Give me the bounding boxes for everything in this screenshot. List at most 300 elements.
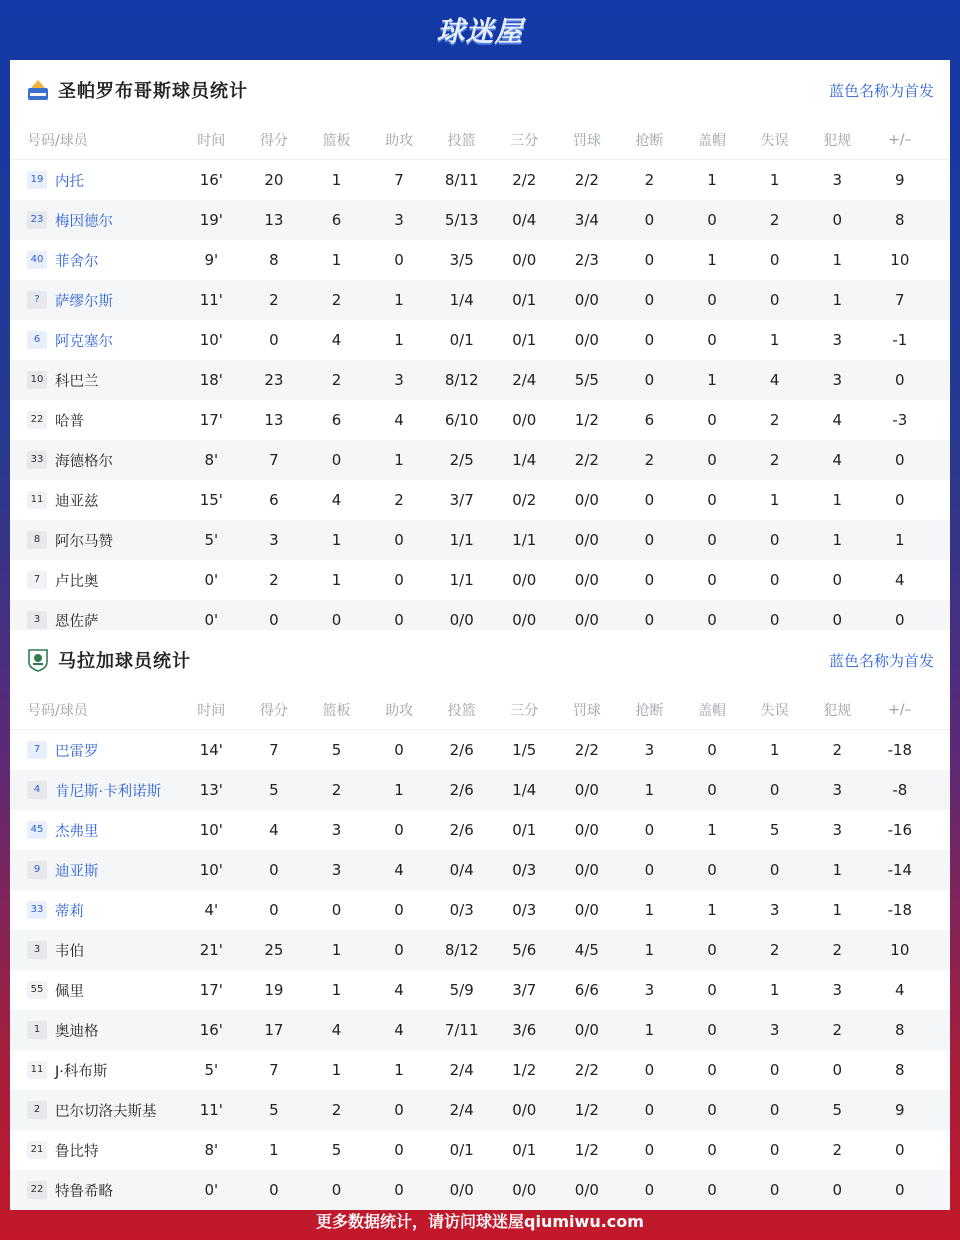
- team-title: 圣帕罗布哥斯球员统计: [58, 81, 248, 102]
- stat-cell: 0/0: [512, 251, 537, 269]
- stat-cell: 0: [331, 451, 342, 469]
- column-header: 助攻: [385, 132, 414, 149]
- stat-cell: 0: [895, 491, 905, 509]
- stat-cell: 2/6: [449, 741, 474, 759]
- stat-cell: 0: [832, 571, 842, 589]
- player-name[interactable]: 韦伯: [55, 943, 84, 960]
- stat-cell: 2/6: [449, 781, 474, 799]
- stat-cell: 0/1: [512, 331, 537, 349]
- jersey-number: ?: [27, 291, 47, 309]
- stat-cell: 9': [204, 251, 219, 269]
- stat-cell: 4: [394, 861, 404, 879]
- stat-cell: 2/2: [574, 451, 599, 469]
- stat-cell: 0: [895, 1181, 905, 1199]
- stat-cell: 1: [394, 331, 404, 349]
- stat-cell: 1/2: [574, 1141, 599, 1159]
- player-cell[interactable]: [10, 1180, 180, 1201]
- stat-cell: 11': [199, 1101, 223, 1119]
- stat-cell: 2: [644, 451, 655, 469]
- stat-cell: 5/9: [449, 981, 474, 999]
- stat-cell: 0: [707, 531, 717, 549]
- jersey-number: 19: [27, 171, 47, 189]
- player-name[interactable]: 杰弗里: [55, 823, 99, 840]
- column-header: 三分: [510, 132, 539, 149]
- player-name[interactable]: 巴雷罗: [55, 743, 99, 760]
- stat-cell: 1: [707, 901, 717, 919]
- stat-cell: 0: [269, 861, 279, 879]
- column-header: 投篮: [447, 702, 476, 719]
- stat-cell: 0: [644, 1141, 655, 1159]
- starter-note: 蓝色名称为首发: [828, 81, 934, 100]
- stat-cell: 17: [264, 1021, 284, 1039]
- stat-cell: 25: [264, 941, 284, 959]
- stat-cell: 0: [644, 611, 655, 629]
- stat-cell: 3/7: [512, 981, 537, 999]
- player-cell[interactable]: [10, 290, 180, 311]
- stat-cell: 3: [394, 371, 404, 389]
- column-header: 盖帽: [698, 702, 727, 719]
- table-row: [10, 520, 950, 560]
- stat-cell: 1: [331, 571, 342, 589]
- player-cell[interactable]: [10, 370, 180, 391]
- column-header: 犯规: [823, 702, 852, 719]
- stat-cell: 17': [199, 411, 223, 429]
- stat-cell: 8: [895, 1061, 905, 1079]
- player-cell[interactable]: [10, 940, 180, 961]
- stat-cell: 6: [644, 411, 655, 429]
- stat-cell: 1: [644, 781, 655, 799]
- player-cell[interactable]: [10, 820, 180, 841]
- stat-cell: 0: [895, 1141, 905, 1159]
- stat-cell: 10': [199, 861, 223, 879]
- stat-cell: 0/3: [449, 901, 474, 919]
- player-name[interactable]: 阿尔马赞: [55, 533, 113, 550]
- team-logo-icon: [26, 78, 50, 102]
- stat-cell: 2/5: [449, 451, 474, 469]
- column-header: 失误: [760, 132, 789, 149]
- stat-cell: 0: [707, 451, 717, 469]
- stat-cell: 0: [769, 861, 780, 879]
- stat-cell: 0: [769, 611, 780, 629]
- stat-cell: 1: [644, 941, 655, 959]
- stat-cell: 0': [204, 1181, 219, 1199]
- stat-cell: 0/0: [512, 611, 537, 629]
- stat-cell: -18: [887, 741, 913, 759]
- jersey-number: 45: [27, 821, 47, 839]
- stat-cell: 2/2: [574, 741, 599, 759]
- stat-cell: -14: [887, 861, 913, 879]
- jersey-number: 40: [27, 251, 47, 269]
- stat-cell: 0: [644, 331, 655, 349]
- player-cell[interactable]: [10, 1020, 180, 1041]
- stat-cell: 1/1: [512, 531, 537, 549]
- stat-cell: 2/4: [449, 1101, 474, 1119]
- player-name[interactable]: 巴尔切洛夫斯基: [55, 1103, 157, 1120]
- stat-cell: 1: [331, 941, 342, 959]
- table-row: [10, 1130, 950, 1170]
- stat-cell: 3: [394, 211, 404, 229]
- stat-cell: 0: [769, 1141, 780, 1159]
- stat-cell: 5': [204, 1061, 219, 1079]
- stat-cell: 1: [269, 1141, 279, 1159]
- stat-cell: 0/0: [574, 531, 599, 549]
- stat-cell: 1: [331, 531, 342, 549]
- stat-cell: 3: [644, 741, 655, 759]
- team-title: 马拉加球员统计: [58, 651, 191, 672]
- column-header: 投篮: [447, 132, 476, 149]
- stat-cell: 0/0: [574, 821, 599, 839]
- stat-cell: 17': [199, 981, 223, 999]
- stat-cell: 1: [832, 531, 842, 549]
- stat-cell: 1: [644, 1021, 655, 1039]
- player-cell[interactable]: [10, 610, 180, 631]
- stat-cell: 5/6: [512, 941, 537, 959]
- stat-cell: 8: [895, 211, 905, 229]
- stat-cell: 0: [707, 331, 717, 349]
- stat-cell: 1: [895, 531, 905, 549]
- stat-cell: 1: [331, 171, 342, 189]
- stat-cell: 5: [331, 741, 342, 759]
- stat-cell: 0: [707, 741, 717, 759]
- column-header: +/–: [888, 701, 912, 718]
- stat-cell: 1: [832, 491, 842, 509]
- player-cell[interactable]: [10, 780, 180, 801]
- column-header: 时间: [197, 702, 226, 719]
- stat-cell: 4: [769, 371, 780, 389]
- stat-cell: 1: [769, 491, 780, 509]
- stat-cell: 13: [264, 211, 284, 229]
- table-row: [10, 770, 950, 810]
- player-name[interactable]: 迪亚斯: [55, 863, 99, 880]
- stat-cell: 3/6: [512, 1021, 537, 1039]
- player-name[interactable]: 恩佐萨: [55, 613, 99, 630]
- player-name[interactable]: J·科布斯: [55, 1063, 108, 1080]
- stat-cell: 0/0: [449, 611, 474, 629]
- player-name[interactable]: 奥迪格: [55, 1023, 99, 1040]
- stat-cell: 0: [707, 211, 717, 229]
- column-header: 助攻: [385, 702, 414, 719]
- table-row: [10, 890, 950, 930]
- stat-cell: 3: [832, 821, 842, 839]
- table-row: [10, 970, 950, 1010]
- stat-cell: 0/4: [512, 211, 537, 229]
- stat-cell: 5': [204, 531, 219, 549]
- stat-cell: 4: [895, 571, 905, 589]
- jersey-number: 23: [27, 211, 47, 229]
- stat-cell: 0/0: [574, 611, 599, 629]
- player-cell[interactable]: [10, 490, 180, 511]
- stat-cell: 0: [644, 211, 655, 229]
- stat-cell: 2: [769, 211, 780, 229]
- column-header: 得分: [259, 702, 288, 719]
- stat-cell: 2: [769, 411, 780, 429]
- player-name[interactable]: 佩里: [55, 983, 84, 1000]
- stat-cell: 0: [394, 941, 404, 959]
- stat-cell: 3: [769, 901, 780, 919]
- player-name[interactable]: 菲舍尔: [55, 253, 99, 270]
- stat-cell: 0: [644, 1181, 655, 1199]
- starter-note: 蓝色名称为首发: [828, 651, 934, 670]
- player-name[interactable]: 卢比奥: [55, 573, 99, 590]
- table-row: [10, 240, 950, 280]
- stat-cell: 1: [394, 451, 404, 469]
- stat-cell: 3: [331, 821, 342, 839]
- stat-cell: 5: [269, 1101, 279, 1119]
- player-name[interactable]: 蒂莉: [55, 903, 84, 920]
- table-row: [10, 360, 950, 400]
- jersey-number: 3: [27, 941, 47, 959]
- stat-cell: 2: [269, 291, 279, 309]
- table-header-row: [10, 690, 950, 730]
- stat-cell: 1: [707, 821, 717, 839]
- column-header: 篮板: [322, 132, 351, 149]
- player-name[interactable]: 哈普: [55, 413, 84, 430]
- player-cell[interactable]: [10, 860, 180, 881]
- stat-cell: 0: [644, 1061, 655, 1079]
- stat-cell: 3/4: [574, 211, 599, 229]
- stat-cell: 13: [264, 411, 284, 429]
- player-cell[interactable]: [10, 900, 180, 921]
- stat-cell: 10: [890, 251, 910, 269]
- stat-cell: 3: [269, 531, 279, 549]
- player-cell[interactable]: [10, 330, 180, 351]
- footer-banner[interactable]: 更多数据统计，请访问球迷屋qiumiwu.com: [316, 1211, 644, 1231]
- table-row: [10, 320, 950, 360]
- stat-cell: 9: [895, 1101, 905, 1119]
- column-header: 三分: [510, 702, 539, 719]
- team-section-header: [10, 60, 950, 120]
- player-cell[interactable]: [10, 980, 180, 1001]
- jersey-number: 7: [27, 741, 47, 759]
- stat-cell: 0: [769, 251, 780, 269]
- stat-cell: 5/5: [574, 371, 599, 389]
- stat-cell: 2: [331, 781, 342, 799]
- stat-cell: 0: [707, 1101, 717, 1119]
- player-name[interactable]: 内托: [55, 173, 84, 190]
- player-name[interactable]: 科巴兰: [55, 373, 99, 390]
- stat-cell: 0: [769, 781, 780, 799]
- player-cell[interactable]: [10, 410, 180, 431]
- stat-cell: 0: [644, 371, 655, 389]
- stat-cell: 3: [769, 1021, 780, 1039]
- stat-cell: 1: [832, 251, 842, 269]
- stat-cell: 2: [269, 571, 279, 589]
- table-row: [10, 1010, 950, 1050]
- stat-cell: 0: [707, 491, 717, 509]
- stat-cell: 0: [394, 741, 404, 759]
- player-name[interactable]: 阿克塞尔: [55, 333, 113, 350]
- column-header: 号码/球员: [27, 702, 88, 719]
- column-header: 号码/球员: [27, 132, 88, 149]
- stat-cell: 0: [394, 251, 404, 269]
- stat-cell: 0: [707, 1021, 717, 1039]
- stat-cell: 4: [269, 821, 279, 839]
- stat-cell: 8/12: [444, 371, 479, 389]
- stat-cell: -16: [887, 821, 913, 839]
- table-header-row: [10, 120, 950, 160]
- stat-cell: 1: [707, 371, 717, 389]
- stat-cell: 0: [707, 1141, 717, 1159]
- jersey-number: 22: [27, 1181, 47, 1199]
- stat-cell: 4: [394, 981, 404, 999]
- stat-cell: 0: [832, 211, 842, 229]
- jersey-number: 10: [27, 371, 47, 389]
- stat-cell: 0/0: [574, 331, 599, 349]
- stat-cell: 8/11: [444, 171, 479, 189]
- stat-cell: 0: [644, 821, 655, 839]
- stat-cell: 3: [644, 981, 655, 999]
- stat-cell: 6: [269, 491, 279, 509]
- stat-cell: 5: [331, 1141, 342, 1159]
- stat-cell: 0: [895, 611, 905, 629]
- stat-cell: 3/7: [449, 491, 474, 509]
- stat-cell: 19: [264, 981, 284, 999]
- stat-cell: 13': [199, 781, 223, 799]
- stat-cell: 1/2: [574, 411, 599, 429]
- stat-cell: 7: [895, 291, 905, 309]
- stat-cell: 10': [199, 821, 223, 839]
- stat-cell: 1: [769, 981, 780, 999]
- player-name[interactable]: 特鲁希略: [55, 1183, 113, 1200]
- stat-cell: 0/3: [512, 901, 537, 919]
- stat-cell: 0/1: [449, 1141, 474, 1159]
- stat-cell: 0/1: [512, 291, 537, 309]
- stat-cell: 2: [644, 171, 655, 189]
- stat-cell: 16': [199, 1021, 223, 1039]
- player-cell[interactable]: [10, 1140, 180, 1161]
- player-name[interactable]: 梅因德尔: [55, 213, 113, 230]
- column-header: 罚球: [572, 702, 601, 719]
- player-name[interactable]: 迪亚兹: [55, 493, 99, 510]
- jersey-number: 3: [27, 611, 47, 629]
- stat-cell: 0: [707, 291, 717, 309]
- player-cell[interactable]: [10, 530, 180, 551]
- column-header: 盖帽: [698, 132, 727, 149]
- stat-cell: 1: [832, 861, 842, 879]
- stat-cell: 1: [394, 1061, 404, 1079]
- stat-cell: 5: [769, 821, 780, 839]
- stat-cell: 0: [644, 1101, 655, 1119]
- stat-cell: 0: [331, 611, 342, 629]
- stat-cell: 4: [394, 1021, 404, 1039]
- player-cell[interactable]: [10, 740, 180, 761]
- stat-cell: 2/6: [449, 821, 474, 839]
- stat-cell: 0: [644, 861, 655, 879]
- stat-cell: 1: [707, 251, 717, 269]
- stat-cell: 0/0: [512, 571, 537, 589]
- player-cell[interactable]: [10, 1060, 180, 1081]
- jersey-number: 4: [27, 781, 47, 799]
- stat-cell: 0: [394, 901, 404, 919]
- stat-cell: 0/1: [512, 821, 537, 839]
- jersey-number: 11: [27, 491, 47, 509]
- stat-cell: 0/0: [574, 491, 599, 509]
- jersey-number: 1: [27, 1021, 47, 1039]
- stat-cell: 0: [707, 981, 717, 999]
- jersey-number: 21: [27, 1141, 47, 1159]
- player-cell[interactable]: [10, 250, 180, 271]
- jersey-number: 8: [27, 531, 47, 549]
- player-cell[interactable]: [10, 170, 180, 191]
- player-cell[interactable]: [10, 570, 180, 591]
- stat-cell: 4': [204, 901, 219, 919]
- stat-cell: 2: [769, 941, 780, 959]
- player-name[interactable]: 鲁比特: [55, 1143, 99, 1160]
- stat-cell: 0/2: [512, 491, 537, 509]
- stat-cell: 4: [832, 451, 842, 469]
- stat-cell: 6: [331, 211, 342, 229]
- stat-cell: 0: [707, 781, 717, 799]
- stat-cell: 18': [199, 371, 223, 389]
- player-name[interactable]: 肯尼斯·卡利诺斯: [55, 783, 162, 800]
- stat-cell: 0: [707, 571, 717, 589]
- stat-cell: 3: [331, 861, 342, 879]
- jersey-number: 55: [27, 981, 47, 999]
- jersey-number: 9: [27, 861, 47, 879]
- table-row: [10, 850, 950, 890]
- player-name[interactable]: 海德格尔: [55, 453, 113, 470]
- table-row: [10, 930, 950, 970]
- stat-cell: 1/2: [574, 1101, 599, 1119]
- stat-cell: 0: [769, 571, 780, 589]
- player-name[interactable]: 萨缪尔斯: [55, 293, 113, 310]
- stat-cell: 7: [269, 741, 279, 759]
- stat-cell: 1: [394, 781, 404, 799]
- table-row: [10, 160, 950, 200]
- player-cell[interactable]: [10, 450, 180, 471]
- player-cell[interactable]: [10, 210, 180, 231]
- stat-cell: 23: [264, 371, 284, 389]
- stat-cell: 3: [832, 981, 842, 999]
- stat-cell: 19': [199, 211, 223, 229]
- stat-cell: 0/0: [574, 1021, 599, 1039]
- stat-cell: 0: [269, 1181, 279, 1199]
- stat-cell: 7/11: [444, 1021, 479, 1039]
- jersey-number: 6: [27, 331, 47, 349]
- stat-cell: 0/0: [574, 571, 599, 589]
- stat-cell: 0: [895, 451, 905, 469]
- stat-cell: 0/0: [512, 411, 537, 429]
- stat-cell: 2/2: [512, 171, 537, 189]
- stat-cell: 11': [199, 291, 223, 309]
- stat-cell: 7: [269, 451, 279, 469]
- top-bar: [0, 0, 960, 60]
- jersey-number: 22: [27, 411, 47, 429]
- column-header: 罚球: [572, 132, 601, 149]
- column-header: 抢断: [635, 702, 664, 719]
- stat-cell: 0': [204, 571, 219, 589]
- stat-cell: 2: [394, 491, 404, 509]
- table-row: [10, 440, 950, 480]
- stat-cell: 2/2: [574, 1061, 599, 1079]
- stat-cell: 0: [644, 291, 655, 309]
- stat-cell: 0/4: [449, 861, 474, 879]
- stat-cell: 1: [331, 251, 342, 269]
- table-row: [10, 200, 950, 240]
- team-section-header: [10, 630, 950, 690]
- stat-cell: 0: [832, 1181, 842, 1199]
- stat-cell: 6: [331, 411, 342, 429]
- stat-cell: 0: [394, 1181, 404, 1199]
- stat-cell: 4: [832, 411, 842, 429]
- table-row: [10, 1050, 950, 1090]
- jersey-number: 2: [27, 1101, 47, 1119]
- stat-cell: 0: [769, 531, 780, 549]
- player-cell[interactable]: [10, 1100, 180, 1121]
- stat-cell: 9: [895, 171, 905, 189]
- stat-cell: 0/0: [574, 291, 599, 309]
- stat-cell: 21': [199, 941, 223, 959]
